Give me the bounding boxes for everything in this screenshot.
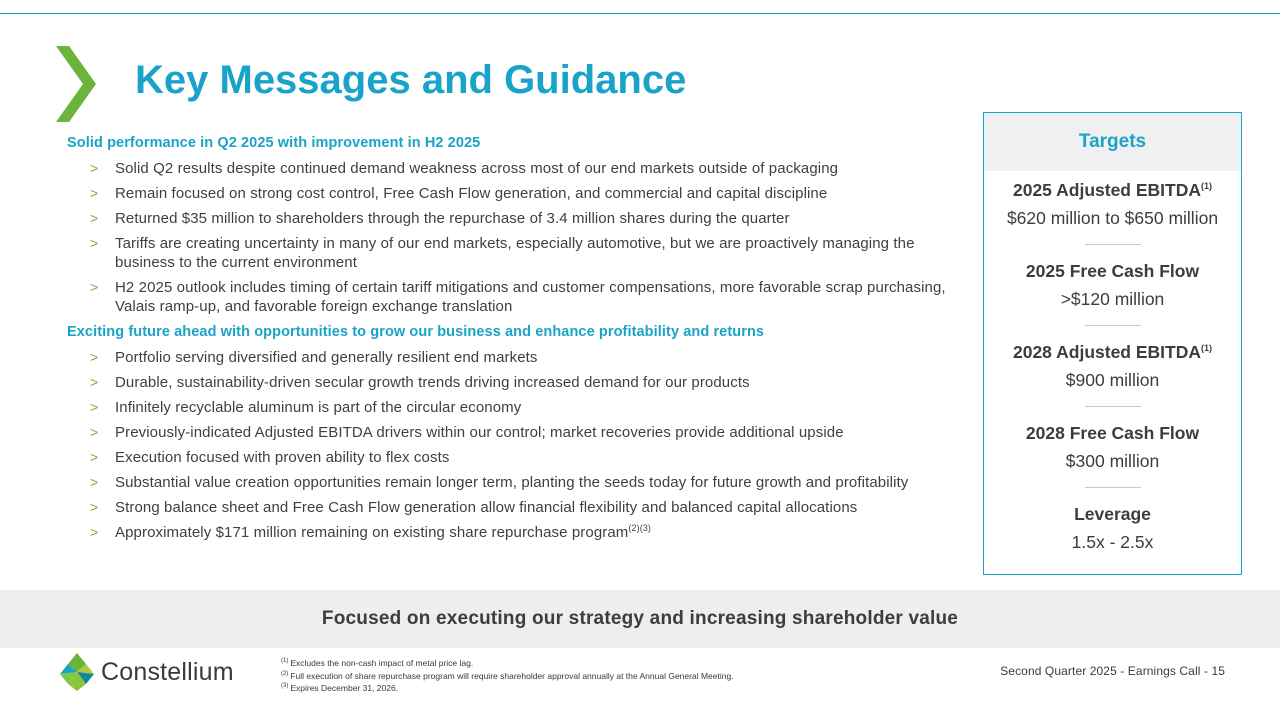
bullet-marker: > bbox=[90, 374, 99, 390]
summary-banner-text: Focused on executing our strategy and increasing shareholder value bbox=[321, 608, 959, 629]
top-rule bbox=[0, 13, 1280, 14]
bullet-text: Remain focused on strong cost control, Free Cash Flow generation, and commercial and capital discipline bbox=[115, 185, 828, 202]
bullet-marker: > bbox=[90, 424, 99, 440]
bullet-marker: > bbox=[90, 235, 99, 251]
bullet-item bbox=[67, 373, 972, 392]
logo-text: Constellium bbox=[101, 657, 234, 686]
bullet-marker: > bbox=[90, 349, 99, 365]
bullet-text: Durable, sustainability-driven secular growth trends driving increased demand for our products bbox=[115, 374, 750, 391]
divider bbox=[1085, 487, 1141, 488]
bullet-marker: > bbox=[90, 524, 99, 540]
bullet-marker: > bbox=[90, 185, 99, 201]
bullet-marker: > bbox=[90, 279, 99, 295]
page-footer: Second Quarter 2025 - Earnings Call - 15 bbox=[1000, 664, 1225, 678]
target-label: Leverage bbox=[1074, 504, 1151, 524]
target-value: $620 million to $650 million bbox=[1006, 208, 1219, 228]
key-messages bbox=[67, 133, 972, 542]
bullet-text: Solid Q2 results despite continued demand weakness across most of our end markets outside of packaging bbox=[115, 160, 839, 177]
target-value: $900 million bbox=[1065, 370, 1160, 390]
bullet-text: Tariffs are creating uncertainty in many of our end markets, especially automotive, but we are proactively managing the business to the current environment bbox=[115, 235, 915, 271]
footnote: $^{(2)}$ Full execution of share repurchase program will require shareholder approval annually at the Annual General Meeting. bbox=[281, 670, 734, 681]
bullet-text: H2 2025 outlook includes timing of certain tariff mitigations and customer compensations, more favorable scrap purchasing, Valais ramp-up, and favorable foreign exchange translation bbox=[115, 279, 946, 315]
bullet-item bbox=[67, 278, 972, 316]
target-item bbox=[984, 340, 1241, 392]
bullet-item bbox=[67, 523, 972, 542]
bullet-text: Substantial value creation opportunities remain longer term, planting the seeds today for future growth and profitability bbox=[115, 474, 909, 491]
bullet-item bbox=[67, 398, 972, 417]
section-heading: Exciting future ahead with opportunities to grow our business and enhance profitability and returns bbox=[67, 324, 765, 340]
target-item bbox=[984, 502, 1241, 554]
target-label: 2025 Adjusted EBITDA$^{(1)}$ bbox=[1012, 180, 1212, 200]
summary-banner bbox=[0, 590, 1280, 648]
constellium-logo-icon bbox=[60, 653, 94, 691]
bullet-text: Strong balance sheet and Free Cash Flow generation allow financial flexibility and balanced capital allocations bbox=[115, 499, 858, 516]
bullet-marker: > bbox=[90, 449, 99, 465]
bullet-text: Infinitely recyclable aluminum is part of the circular economy bbox=[115, 399, 522, 416]
section-heading: Solid performance in Q2 2025 with improvement in H2 2025 bbox=[67, 135, 481, 151]
bullet-text: Execution focused with proven ability to flex costs bbox=[115, 449, 450, 466]
bullet-item bbox=[67, 209, 972, 228]
targets-panel bbox=[983, 112, 1242, 575]
chevron-icon bbox=[56, 46, 96, 122]
bullet-list bbox=[67, 348, 972, 542]
target-value: >$120 million bbox=[1060, 289, 1165, 309]
bullet-list bbox=[67, 159, 972, 316]
target-label: 2028 Adjusted EBITDA$^{(1)}$ bbox=[1012, 342, 1212, 362]
bullet-item bbox=[67, 159, 972, 178]
section-performance bbox=[67, 133, 972, 316]
bullet-marker: > bbox=[90, 399, 99, 415]
footnote-ref: (1) bbox=[1201, 181, 1212, 192]
bullet-text: Portfolio serving diversified and generally resilient end markets bbox=[115, 349, 538, 366]
target-item bbox=[984, 178, 1241, 230]
bullet-text: Approximately $171 million remaining on existing share repurchase program bbox=[115, 524, 629, 541]
page-title: Key Messages and Guidance bbox=[135, 58, 687, 102]
footnote-ref: (1) bbox=[1201, 343, 1212, 354]
bullet-marker: > bbox=[90, 474, 99, 490]
target-value: $300 million bbox=[1065, 451, 1160, 471]
target-item bbox=[984, 421, 1241, 473]
target-label: 2025 Free Cash Flow bbox=[1025, 261, 1200, 281]
bullet-item bbox=[67, 348, 972, 367]
bullet-marker: > bbox=[90, 160, 99, 176]
bullet-item bbox=[67, 498, 972, 517]
bullet-item bbox=[67, 184, 972, 203]
bullet-marker: > bbox=[90, 499, 99, 515]
target-item bbox=[984, 259, 1241, 311]
bullet-item bbox=[67, 423, 972, 442]
footnotes bbox=[281, 657, 734, 695]
footnote: $^{(1)}$ Excludes the non-cash impact of metal price lag. bbox=[281, 658, 474, 668]
bullet-marker: > bbox=[90, 210, 99, 226]
target-label: 2028 Free Cash Flow bbox=[1025, 423, 1200, 443]
bullet-text: Previously-indicated Adjusted EBITDA drivers within our control; market recoveries provide additional upside bbox=[115, 424, 844, 441]
footnote-ref: (2)(3) bbox=[628, 523, 651, 533]
footnote: $^{(3)}$ Expires December 31, 2026. bbox=[281, 683, 399, 693]
targets-heading: Targets bbox=[984, 113, 1241, 171]
bullet-item bbox=[67, 448, 972, 467]
divider bbox=[1085, 406, 1141, 407]
bullet-item bbox=[67, 473, 972, 492]
divider bbox=[1085, 325, 1141, 326]
company-logo bbox=[60, 653, 234, 691]
bullet-text: Returned $35 million to shareholders through the repurchase of 3.4 million shares during the quarter bbox=[115, 210, 790, 227]
target-value: 1.5x - 2.5x bbox=[1071, 532, 1154, 552]
divider bbox=[1085, 244, 1141, 245]
section-future bbox=[67, 322, 972, 542]
bullet-item bbox=[67, 234, 972, 272]
